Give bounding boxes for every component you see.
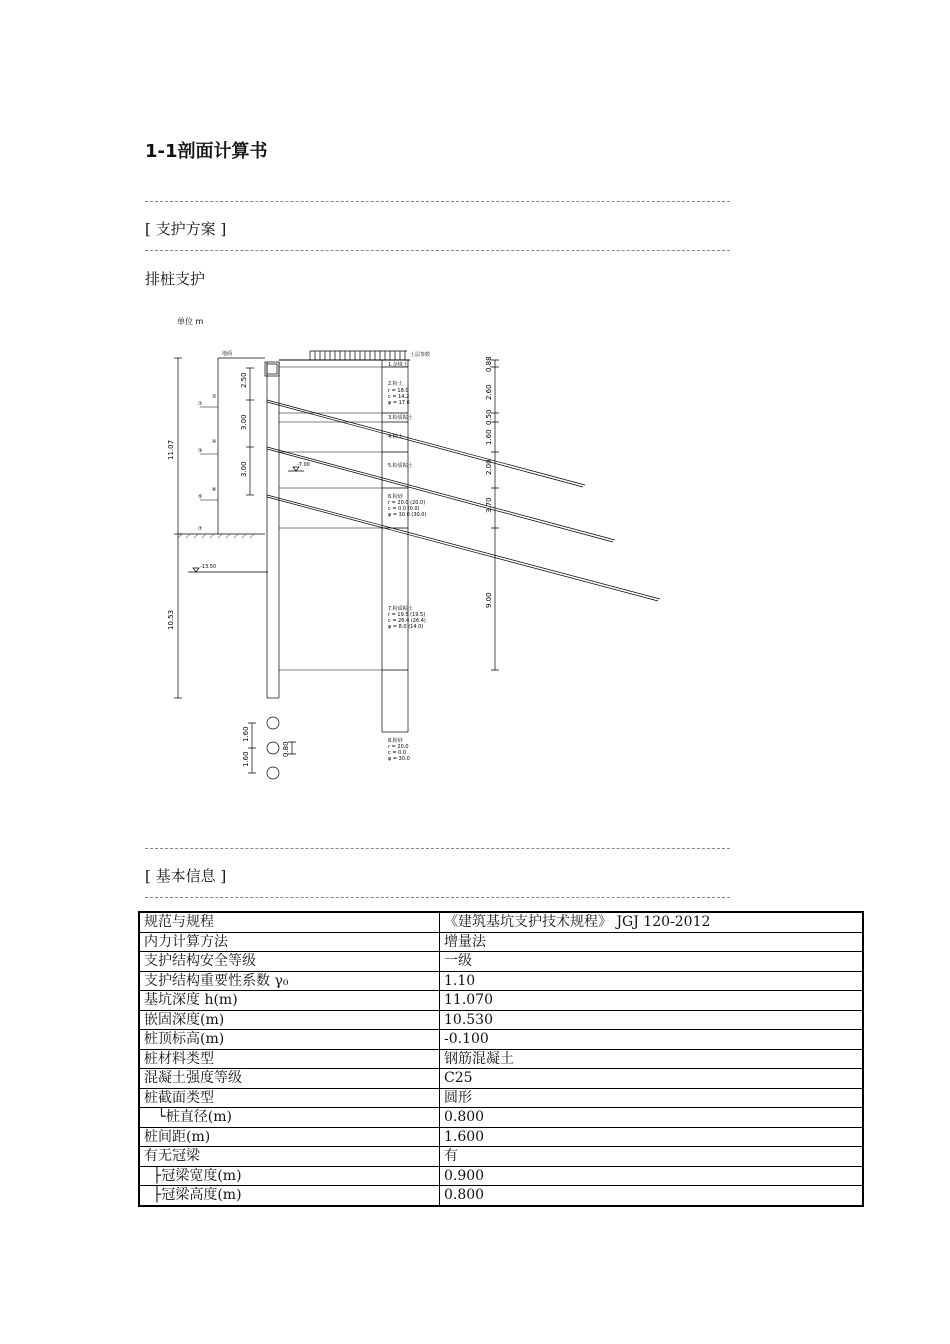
layer-header: 土层参数: [410, 352, 431, 358]
page-title: 1-1剖面计算书: [145, 141, 268, 162]
table-row: [139, 1108, 863, 1128]
table-row: [139, 1010, 863, 1030]
info-value: -0.100: [440, 1030, 864, 1050]
anchor-spacing-dim: 3.00: [240, 414, 248, 430]
water-level-label: -7.00: [297, 462, 310, 468]
info-key: 混凝土强度等级: [139, 1069, 440, 1089]
unit-label: 单位 m: [177, 317, 204, 326]
section-heading-basic-info: [ 基本信息 ]: [145, 867, 227, 885]
info-value: 10.530: [440, 1010, 864, 1030]
soil-layer-name: 8.粉砂: [388, 738, 403, 744]
table-row: [139, 971, 863, 991]
info-key: 嵌固深度(m): [139, 1010, 440, 1030]
soil-param: c = 14.2: [388, 394, 410, 400]
info-key: 桩截面类型: [139, 1088, 440, 1108]
anchor-spacing-dim: 3.00: [240, 461, 248, 477]
support-type-text: 排桩支护: [145, 270, 206, 288]
layer-thickness-dim: 0.88: [485, 356, 493, 372]
info-value: 1.10: [440, 971, 864, 991]
table-row: [139, 1186, 863, 1206]
info-key: 支护结构安全等级: [139, 952, 440, 972]
anchor-mark: ③: [198, 448, 203, 454]
layer-thickness-dim: 1.60: [485, 429, 493, 445]
pile-spacing-dim: 1.60: [242, 751, 250, 767]
info-value: 钢筋混凝土: [440, 1049, 864, 1069]
info-value: C25: [440, 1069, 864, 1089]
table-row: [139, 1030, 863, 1050]
section-drawing: [160, 310, 680, 790]
soil-layer-name: 4.粉土: [388, 434, 403, 440]
pile-diameter-dim: 0.80: [282, 741, 290, 757]
anchor-mark: ①: [198, 401, 203, 407]
info-key: 桩间距(m): [139, 1127, 440, 1147]
info-value: 11.070: [440, 991, 864, 1011]
anchor-mark: ⑦: [198, 526, 203, 532]
basic-info-table: [138, 911, 864, 1207]
layer-thickness-dim: 0.50: [485, 409, 493, 425]
info-key: ├冠梁高度(m): [139, 1186, 440, 1206]
info-value: 增量法: [440, 932, 864, 952]
pile-spacing-dim: 1.60: [242, 726, 250, 742]
divider: [145, 250, 730, 251]
table-row: [139, 1088, 863, 1108]
layer-thickness-dim: 9.00: [485, 592, 493, 608]
soil-param: c = 26.4 (26.4): [388, 618, 426, 624]
table-row: [139, 991, 863, 1011]
info-value: 0.800: [440, 1186, 864, 1206]
info-key: 桩材料类型: [139, 1049, 440, 1069]
anchor-mark: ⑤: [198, 494, 203, 500]
embedment-dim: 10.53: [167, 609, 175, 630]
soil-layer-name: 6.粉砂: [388, 494, 403, 500]
divider: [145, 897, 730, 898]
table-row: [139, 912, 863, 932]
soil-param: r = 20.0: [388, 744, 409, 750]
info-value: 圆形: [440, 1088, 864, 1108]
info-value: 有: [440, 1147, 864, 1167]
layer-thickness-dim: 3.70: [485, 497, 493, 513]
divider: [145, 201, 730, 202]
soil-param: r = 20.0 (20.0): [388, 500, 426, 506]
soil-layer-name: 7.粉质粘土: [388, 606, 413, 612]
table-row: [139, 1166, 863, 1186]
ground-mark: 地面: [222, 351, 233, 357]
soil-param: φ = 17.6: [388, 400, 410, 406]
soil-layer-name: 5.粉质粘土: [388, 463, 413, 469]
soil-param: c = 0.0 (0.0): [388, 506, 420, 512]
info-value: 《建筑基坑支护技术规程》 JGJ 120-2012: [440, 912, 864, 932]
soil-layer-name: 3.粉质粘土: [388, 415, 413, 421]
info-key: 内力计算方法: [139, 932, 440, 952]
anchor-mark: ④: [212, 439, 217, 445]
soil-param: φ = 8.0 (14.0): [388, 624, 424, 630]
info-key: └桩直径(m): [139, 1108, 440, 1128]
info-key: 基坑深度 h(m): [139, 991, 440, 1011]
info-key: 有无冠梁: [139, 1147, 440, 1167]
table-row: [139, 1049, 863, 1069]
excavation-depth-dim: 11.07: [167, 439, 175, 460]
info-key: 规范与规程: [139, 912, 440, 932]
soil-param: φ = 30.0 (30.0): [388, 512, 427, 518]
water-level-label: -13.50: [200, 564, 217, 570]
soil-param: φ = 30.0: [388, 756, 410, 762]
info-key: ├冠梁宽度(m): [139, 1166, 440, 1186]
info-value: 0.800: [440, 1108, 864, 1128]
layer-thickness-dim: 2.60: [485, 384, 493, 400]
soil-layer-name: 1.杂填土: [388, 362, 408, 368]
info-value: 1.600: [440, 1127, 864, 1147]
info-value: 0.900: [440, 1166, 864, 1186]
table-row: [139, 1127, 863, 1147]
table-row: [139, 932, 863, 952]
info-key: 桩顶标高(m): [139, 1030, 440, 1050]
table-row: [139, 1069, 863, 1089]
anchor-mark: ⑥: [212, 487, 217, 493]
anchor-spacing-dim: 2.50: [240, 372, 248, 388]
table-row: [139, 1147, 863, 1167]
divider: [145, 848, 730, 849]
table-row: [139, 952, 863, 972]
info-value: 一级: [440, 952, 864, 972]
anchor-mark: ②: [212, 394, 217, 400]
info-key: 支护结构重要性系数 γ₀: [139, 971, 440, 991]
soil-param: c = 0.0: [388, 750, 407, 756]
soil-param: r = 19.5 (19.5): [388, 612, 426, 618]
soil-param: r = 18.0: [388, 388, 409, 394]
section-heading-support-scheme: [ 支护方案 ]: [145, 220, 227, 238]
layer-thickness-dim: 2.00: [485, 459, 493, 475]
soil-layer-name: 2.粉土: [388, 381, 403, 387]
